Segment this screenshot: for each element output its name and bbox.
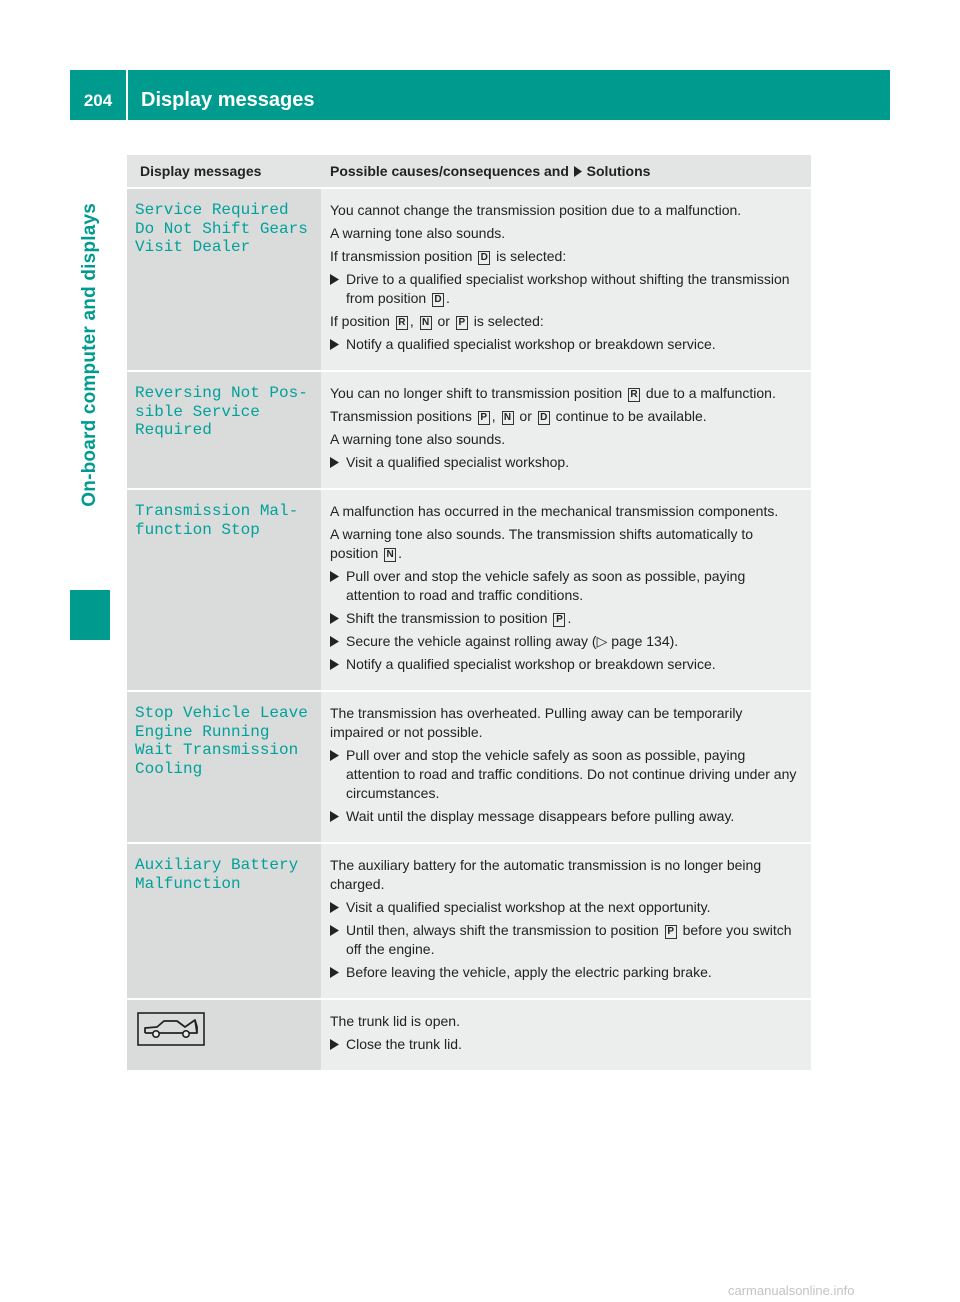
- solution-cell: [321, 844, 811, 1000]
- text: Before leaving the vehicle, apply the electric parking brake.: [346, 964, 712, 980]
- text: Transmission positions: [330, 408, 476, 424]
- display-message-line: function Stop: [135, 520, 260, 539]
- gear-position-key: D: [538, 411, 550, 425]
- text: or: [433, 313, 454, 329]
- table-row: [127, 844, 811, 1000]
- text: Notify a qualified specialist workshop or breakdown service.: [346, 336, 716, 352]
- display-message-line: Wait Transmission: [135, 741, 299, 759]
- solution-step: [330, 898, 799, 917]
- text: continue to be available.: [551, 408, 707, 424]
- arrow-right-icon: [330, 807, 339, 829]
- gear-position-key: P: [456, 316, 468, 330]
- arrow-right-icon: [330, 609, 339, 631]
- text: A warning tone also sounds.: [330, 225, 506, 241]
- trunk-open-icon: [137, 1012, 313, 1051]
- solution-step: [330, 921, 799, 959]
- solution-step: [330, 453, 799, 472]
- display-message-line: Service Required: [135, 201, 289, 219]
- arrow-right-icon: [573, 166, 583, 177]
- side-tab-marker: [70, 590, 110, 640]
- text: Drive to a qualified specialist workshop without shifting the transmission from position: [346, 271, 790, 306]
- text: .: [567, 610, 572, 626]
- solution-cell: [321, 692, 811, 844]
- text: due to a malfunction.: [642, 385, 776, 401]
- solution-step: [330, 807, 799, 826]
- text: A warning tone also sounds.: [330, 431, 506, 447]
- display-messages-table: [127, 155, 811, 1072]
- message-cell: [127, 189, 321, 372]
- cause-text: [330, 384, 799, 403]
- message-cell: [127, 1000, 321, 1072]
- gear-position-key: P: [553, 613, 565, 627]
- text: If position: [330, 313, 394, 329]
- text: If transmission position: [330, 248, 477, 264]
- page-number: 204: [83, 91, 113, 110]
- gear-position-key: N: [420, 316, 432, 330]
- cause-text: [330, 224, 799, 243]
- header-causes-text: Possible causes/consequences and: [330, 163, 573, 179]
- solution-step: [330, 746, 799, 803]
- gear-position-key: D: [432, 293, 444, 307]
- text: You cannot change the transmission position due to a malfunction.: [330, 202, 742, 218]
- text: Close the trunk lid.: [346, 1036, 462, 1052]
- gear-position-key: N: [502, 411, 514, 425]
- side-tab: [70, 120, 110, 590]
- solution-cell: [321, 490, 811, 692]
- footer-watermark: carmanualsonline.info: [728, 1283, 855, 1298]
- display-message-line: Stop Vehicle Leave: [135, 704, 308, 722]
- text: A malfunction has occurred in the mechanical transmission components.: [330, 503, 779, 519]
- arrow-right-icon: [330, 963, 339, 985]
- header-divider: [126, 70, 128, 120]
- table-row: [127, 189, 811, 372]
- table-row: [127, 372, 811, 490]
- solution-step: [330, 567, 799, 605]
- cause-text: [330, 1012, 799, 1031]
- header-solutions-text: Solutions: [582, 163, 651, 179]
- cause-text: [330, 430, 799, 449]
- solution-step: [330, 270, 799, 308]
- arrow-right-icon: [330, 655, 339, 677]
- table-row: [127, 1000, 811, 1072]
- arrow-right-icon: [330, 335, 339, 357]
- text: ,: [491, 408, 500, 424]
- arrow-right-icon: [330, 270, 339, 292]
- arrow-right-icon: [330, 746, 339, 768]
- solution-step: [330, 655, 799, 674]
- cause-text: [330, 502, 799, 521]
- arrow-right-icon: [330, 567, 339, 589]
- text: The transmission has overheated. Pulling away can be temporarily impaired or not possible.: [330, 705, 743, 740]
- text: The trunk lid is open.: [330, 1013, 460, 1029]
- text: or: [515, 408, 536, 424]
- text: Until then, always shift the transmission to position: [346, 922, 663, 938]
- display-message-line: Transmission Mal‐: [135, 502, 299, 520]
- text: Pull over and stop the vehicle safely as soon as possible, paying attention to road and traffic conditions.: [346, 568, 746, 603]
- gear-position-key: N: [384, 548, 396, 562]
- cause-text: [330, 525, 799, 563]
- text: .: [446, 290, 450, 306]
- solution-step: [330, 632, 799, 651]
- message-cell: [127, 844, 321, 1000]
- display-message-line: Cooling: [135, 759, 203, 778]
- solution-step: [330, 335, 799, 354]
- text: A warning tone also sounds. The transmission shifts automatically to position: [330, 526, 754, 561]
- message-cell: [127, 490, 321, 692]
- gear-position-key: D: [478, 251, 490, 265]
- text: The auxiliary battery for the automatic transmission is no longer being charged.: [330, 857, 762, 892]
- solution-step: [330, 609, 799, 628]
- side-tab-label: On-board computer and displays: [79, 203, 100, 507]
- solution-step: [330, 1035, 799, 1054]
- cause-text: [330, 407, 799, 426]
- table-row: [127, 490, 811, 692]
- arrow-right-icon: [330, 898, 339, 920]
- text: Wait until the display message disappears before pulling away.: [346, 808, 735, 824]
- solution-cell: [321, 1000, 811, 1072]
- arrow-right-icon: [330, 632, 339, 654]
- cause-text: [330, 201, 799, 220]
- table-header-row: [127, 155, 811, 189]
- header-causes-solutions: [321, 155, 811, 189]
- message-cell: [127, 372, 321, 490]
- cause-text: [330, 247, 799, 266]
- gear-position-key: P: [478, 411, 490, 425]
- cause-text: [330, 312, 799, 331]
- text: Notify a qualified specialist workshop or breakdown service.: [346, 656, 716, 672]
- text: ,: [409, 313, 418, 329]
- text: is selected:: [492, 248, 567, 264]
- gear-position-key: R: [628, 388, 640, 402]
- text: You can no longer shift to transmission position: [330, 385, 626, 401]
- gear-position-key: R: [396, 316, 408, 330]
- text: Visit a qualified specialist workshop at the next opportunity.: [346, 899, 711, 915]
- arrow-right-icon: [330, 921, 339, 943]
- section-title: Display messages: [141, 89, 315, 111]
- display-message-line: Required: [135, 421, 212, 439]
- display-message-line: Visit Dealer: [135, 238, 251, 256]
- solution-cell: [321, 372, 811, 490]
- text: .: [398, 545, 403, 561]
- text: Shift the transmission to position: [346, 610, 552, 626]
- display-message-line: Auxiliary Battery: [135, 856, 299, 874]
- solution-cell: [321, 189, 811, 372]
- text: Visit a qualified specialist workshop.: [346, 454, 570, 470]
- display-message-line: Reversing Not Pos‐: [135, 384, 308, 402]
- cause-text: [330, 704, 799, 742]
- display-message-line: Do Not Shift Gears: [135, 219, 308, 238]
- arrow-right-icon: [330, 1035, 339, 1057]
- table-row: [127, 692, 811, 844]
- solution-step: [330, 963, 799, 982]
- text: Pull over and stop the vehicle safely as soon as possible, paying attention to road and traffic conditions. Do not continue driving under any circumstances.: [346, 747, 797, 801]
- display-message-line: Engine Running: [135, 722, 270, 741]
- message-cell: [127, 692, 321, 844]
- header-display-messages: Display messages: [127, 155, 321, 189]
- display-message-line: Malfunction: [135, 874, 241, 893]
- arrow-right-icon: [330, 453, 339, 475]
- text: Secure the vehicle against rolling away (▷ page 134).: [346, 633, 679, 649]
- text: before you switch off the engine.: [346, 922, 792, 957]
- display-message-line: sible Service: [135, 402, 260, 421]
- gear-position-key: P: [665, 925, 677, 939]
- cause-text: [330, 856, 799, 894]
- text: is selected:: [469, 313, 544, 329]
